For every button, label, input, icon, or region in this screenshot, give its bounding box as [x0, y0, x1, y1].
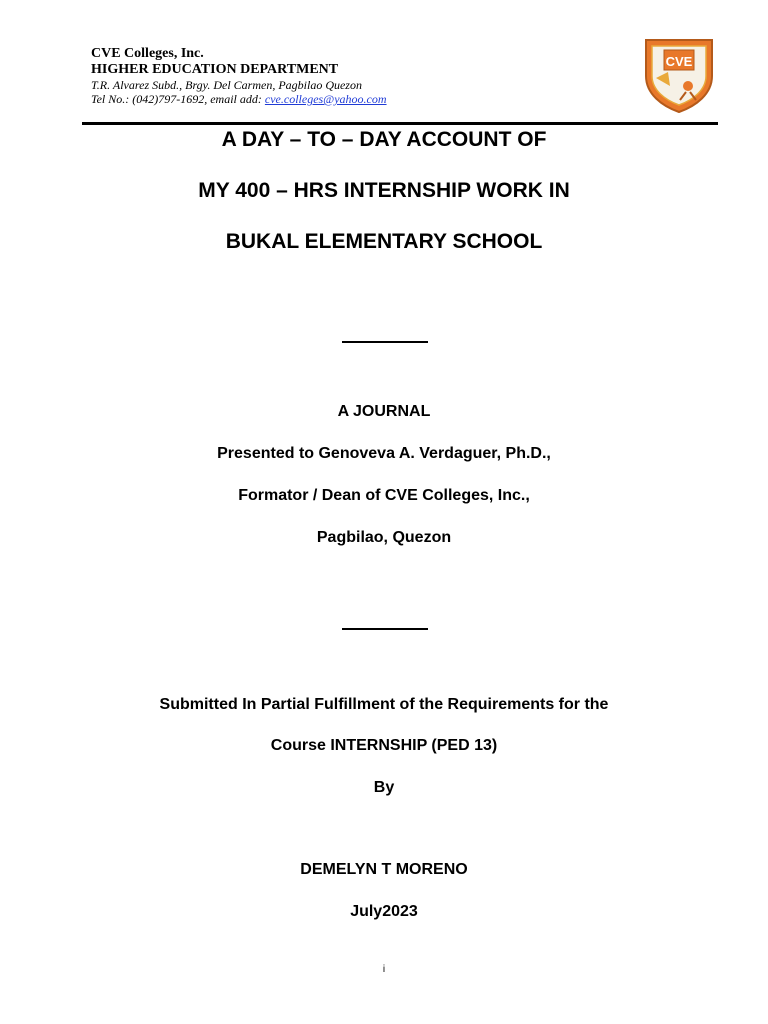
- header-rule: [82, 122, 718, 125]
- presented-to: Presented to Genoveva A. Verdaguer, Ph.D.,: [217, 445, 551, 462]
- submission-line-2: Course INTERNSHIP (PED 13): [270, 737, 498, 754]
- address: T.R. Alvarez Subd., Brgy. Del Carmen, Pagbilao Quezon: [91, 78, 362, 92]
- page-number: i: [382, 964, 386, 975]
- department-name: HIGHER EDUCATION DEPARTMENT: [91, 62, 339, 77]
- contact-prefix: Tel No.: (042)797-1692, email add:: [91, 92, 265, 106]
- location: Pagbilao, Quezon: [316, 529, 452, 546]
- title-line-2: MY 400 – HRS INTERNSHIP WORK IN: [198, 179, 570, 202]
- author-name: DEMELYN T MORENO: [300, 861, 468, 878]
- separator-line: [342, 628, 428, 630]
- by-label: By: [373, 779, 395, 796]
- separator-line: [342, 341, 428, 343]
- email-link[interactable]: cve.colleges@yahoo.com: [264, 92, 387, 106]
- college-seal-icon: [640, 36, 718, 114]
- title-line-3: BUKAL ELEMENTARY SCHOOL: [225, 230, 543, 253]
- title-line-1: A DAY – TO – DAY ACCOUNT OF: [221, 128, 547, 151]
- submission-date: July2023: [350, 903, 418, 920]
- contact-line: [91, 92, 387, 106]
- dean-role: Formator / Dean of CVE Colleges, Inc.,: [238, 487, 530, 504]
- letterhead: [91, 46, 387, 106]
- org-name: CVE Colleges, Inc.: [91, 46, 204, 61]
- submission-line-1: Submitted In Partial Fulfillment of the Requirements for the: [159, 696, 609, 713]
- journal-label: A JOURNAL: [337, 403, 431, 420]
- logo-text: CVE: [665, 54, 693, 69]
